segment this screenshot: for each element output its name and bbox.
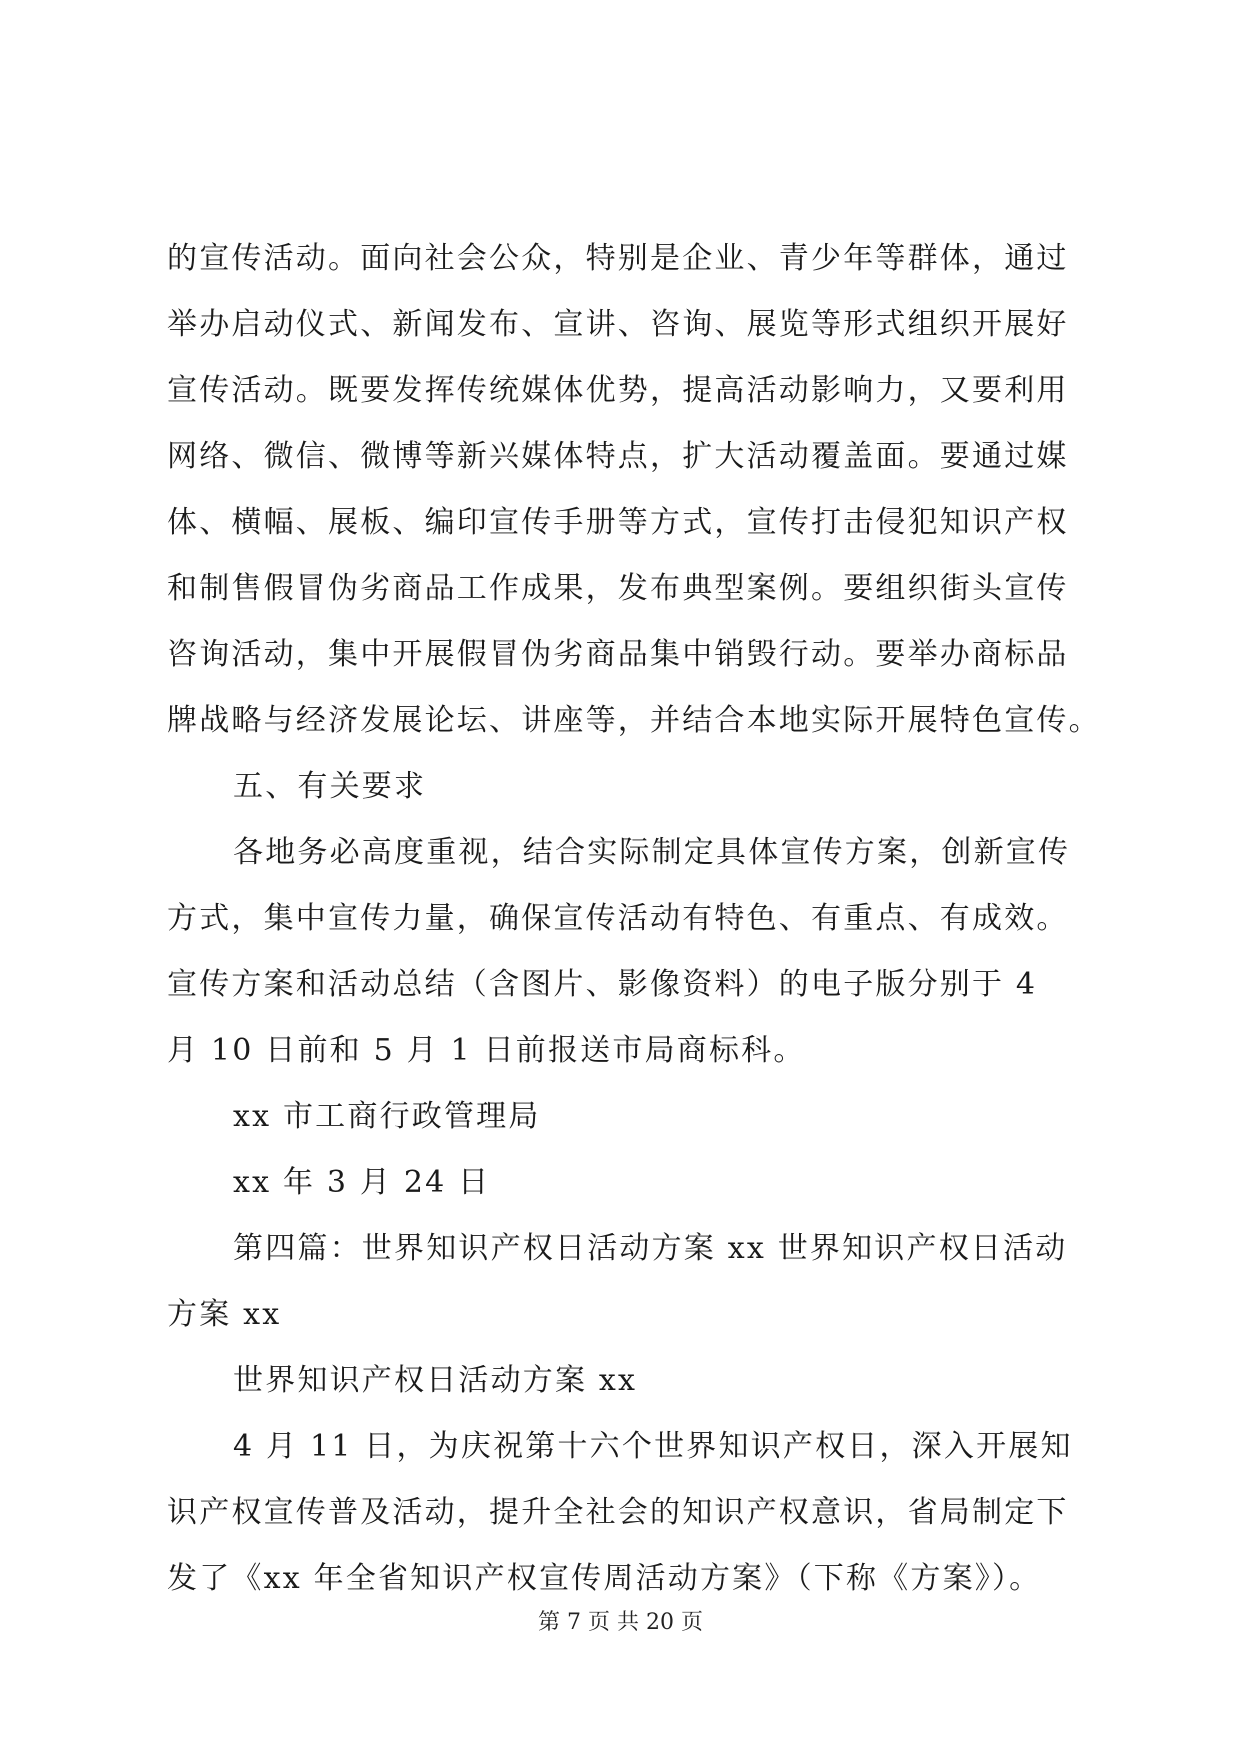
body-line: 方式，集中宣传力量，确保宣传活动有特色、有重点、有成效。 bbox=[167, 901, 1069, 936]
body-line: 发了《xx 年全省知识产权宣传周活动方案》（下称《方案》）。 bbox=[167, 1561, 1042, 1596]
body-line: 举办启动仪式、新闻发布、宣讲、咨询、展览等形式组织开展好 bbox=[167, 307, 1069, 342]
signature-org: xx 市工商行政管理局 bbox=[233, 1099, 541, 1134]
page-number: 第 7 页 共 20 页 bbox=[538, 1610, 703, 1635]
section-heading: 五、有关要求 bbox=[233, 769, 427, 804]
body-line: 咨询活动，集中开展假冒伪劣商品集中销毁行动。要举办商标品 bbox=[167, 637, 1069, 672]
subtitle: 世界知识产权日活动方案 xx bbox=[233, 1363, 638, 1398]
body-line: 宣传方案和活动总结（含图片、影像资料）的电子版分别于 4 bbox=[167, 967, 1038, 1002]
body-line: 牌战略与经济发展论坛、讲座等，并结合本地实际开展特色宣传。 bbox=[167, 703, 1101, 738]
body-line: 识产权宣传普及活动，提升全社会的知识产权意识，省局制定下 bbox=[167, 1495, 1069, 1530]
body-line: 体、横幅、展板、编印宣传手册等方式，宣传打击侵犯知识产权 bbox=[167, 505, 1069, 540]
body-line: 和制售假冒伪劣商品工作成果，发布典型案例。要组织街头宣传 bbox=[167, 571, 1069, 606]
body-line: 4 月 11 日，为庆祝第十六个世界知识产权日，深入开展知 bbox=[233, 1429, 1073, 1464]
body-line: 的宣传活动。面向社会公众，特别是企业、青少年等群体，通过 bbox=[167, 241, 1069, 276]
signature-date: xx 年 3 月 24 日 bbox=[233, 1165, 491, 1200]
body-line: 月 10 日前和 5 月 1 日前报送市局商标科。 bbox=[167, 1033, 806, 1068]
chapter-heading-cont: 方案 xx bbox=[167, 1297, 282, 1332]
body-line: 宣传活动。既要发挥传统媒体优势，提高活动影响力，又要利用 bbox=[167, 373, 1069, 408]
body-line: 网络、微信、微博等新兴媒体特点，扩大活动覆盖面。要通过媒 bbox=[167, 439, 1069, 474]
document-body bbox=[167, 226, 1101, 1612]
chapter-heading: 第四篇：世界知识产权日活动方案 xx 世界知识产权日活动 bbox=[233, 1231, 1068, 1266]
body-line: 各地务必高度重视，结合实际制定具体宣传方案，创新宣传 bbox=[233, 835, 1071, 870]
